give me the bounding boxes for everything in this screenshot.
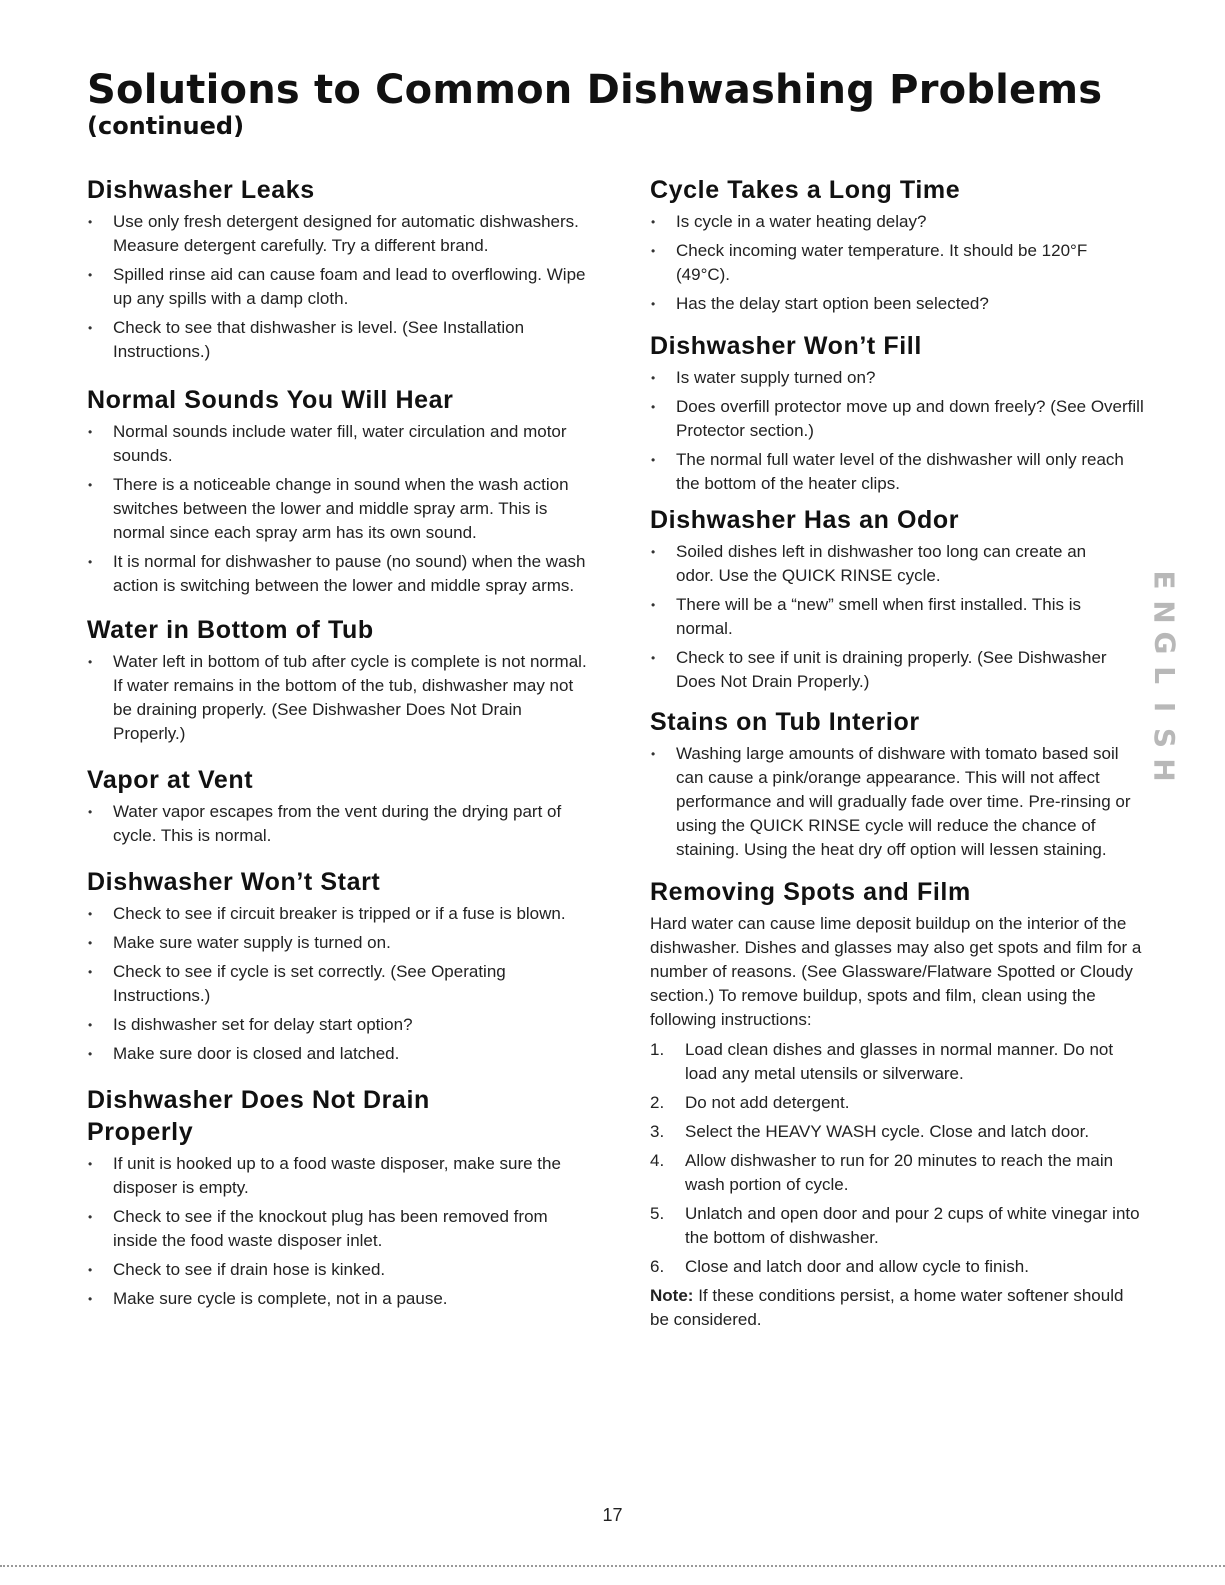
bullet-list bbox=[650, 366, 1145, 496]
list-item: • Use only fresh detergent designed for automatic dishwashers. Measure detergent carefully. Try a different brand. bbox=[87, 210, 592, 258]
section-normal-sounds bbox=[87, 384, 592, 598]
section-heading: Dishwasher Has an Odor bbox=[650, 506, 960, 534]
note-text: If these conditions persist, a home water softener should be considered. bbox=[650, 1286, 1124, 1329]
step-item bbox=[650, 1149, 1145, 1197]
page-number: 17 bbox=[602, 1505, 623, 1525]
list-item: • Water left in bottom of tub after cycle is complete is not normal. If water remains in the bottom of the tub, dishwasher may not be draining properly. (See Dishwasher Does Not Drain Properly.) bbox=[87, 650, 592, 746]
right-column bbox=[650, 174, 1145, 1332]
side-tab-letter: I bbox=[1147, 701, 1181, 712]
section-heading: Removing Spots and Film bbox=[650, 878, 971, 906]
page-title: Solutions to Common Dishwashing Problems bbox=[87, 67, 1103, 113]
list-item: • Check to see if the knockout plug has been removed from inside the food waste disposer inlet. bbox=[87, 1205, 592, 1253]
section-cycle-long-time bbox=[650, 174, 1145, 316]
list-item: • Check incoming water temperature. It should be 120°F (49°C). bbox=[650, 239, 1145, 287]
section-spots-film bbox=[650, 876, 1145, 1332]
bullet-list bbox=[650, 210, 1145, 316]
step-text: Unlatch and open door and pour 2 cups of white vinegar into the bottom of dishwasher. bbox=[685, 1204, 1140, 1247]
note-label: Note: bbox=[650, 1286, 694, 1305]
section-water-in-bottom bbox=[87, 614, 592, 746]
left-column bbox=[87, 174, 592, 1316]
step-item bbox=[650, 1255, 1145, 1279]
side-tab-letter: E bbox=[1147, 570, 1181, 590]
section-heading: Normal Sounds You Will Hear bbox=[87, 386, 454, 414]
step-item bbox=[650, 1202, 1145, 1250]
step-number: 5. bbox=[650, 1204, 665, 1223]
section-has-odor bbox=[650, 504, 1145, 694]
list-item: • Check to see that dishwasher is level. (See Installation Instructions.) bbox=[87, 316, 592, 364]
side-tab-letter: S bbox=[1147, 728, 1181, 749]
step-item bbox=[650, 1120, 1145, 1144]
list-item: • Is cycle in a water heating delay? bbox=[650, 210, 1145, 234]
list-item: • Washing large amounts of dishware with tomato based soil can cause a pink/orange appearance. This will not affect performance and will gradually fade over time. Pre-rinsing or using the QUICK RINSE cycle will reduce the chance of staining. Using the heat dry off option will lessen staining. bbox=[650, 742, 1145, 862]
list-item: • Is water supply turned on? bbox=[650, 366, 1145, 390]
step-number: 6. bbox=[650, 1257, 665, 1276]
list-item: • If unit is hooked up to a food waste disposer, make sure the disposer is empty. bbox=[87, 1152, 592, 1200]
section-wont-start bbox=[87, 866, 592, 1066]
list-item: • Does overfill protector move up and down freely? (See Overfill Protector section.) bbox=[650, 395, 1145, 443]
bullet-list bbox=[87, 1152, 592, 1311]
list-item: • Spilled rinse aid can cause foam and lead to overflowing. Wipe up any spills with a damp cloth. bbox=[87, 263, 592, 311]
list-item: • Check to see if circuit breaker is tripped or if a fuse is blown. bbox=[87, 902, 592, 926]
step-text: Allow dishwasher to run for 20 minutes to reach the main wash portion of cycle. bbox=[685, 1151, 1114, 1194]
step-number: 4. bbox=[650, 1151, 665, 1170]
bullet-list bbox=[650, 742, 1145, 862]
page-subtitle: (continued) bbox=[87, 112, 245, 140]
list-item: • There is a noticeable change in sound when the wash action switches between the lower and middle spray arm. This is normal since each spray arm has its own sound. bbox=[87, 473, 592, 545]
list-item: • It is normal for dishwasher to pause (no sound) when the wash action is switching between the lower and middle spray arms. bbox=[87, 550, 592, 598]
list-item: • Make sure cycle is complete, not in a pause. bbox=[87, 1287, 592, 1311]
step-text: Do not add detergent. bbox=[685, 1093, 850, 1112]
note-paragraph bbox=[650, 1284, 1145, 1332]
list-item: • There will be a “new” smell when first installed. This is normal. bbox=[650, 593, 1120, 641]
section-heading: Vapor at Vent bbox=[87, 766, 254, 794]
side-tab-letter: H bbox=[1148, 758, 1181, 782]
step-number: 2. bbox=[650, 1093, 665, 1112]
section-dishwasher-leaks bbox=[87, 174, 592, 364]
section-heading: Dishwasher Won’t Fill bbox=[650, 332, 922, 360]
section-heading: Water in Bottom of Tub bbox=[87, 616, 374, 644]
section-stains-tub bbox=[650, 706, 1145, 862]
side-tab-letter: N bbox=[1148, 599, 1181, 624]
list-item: • Is dishwasher set for delay start option? bbox=[87, 1013, 592, 1037]
list-item: • Check to see if cycle is set correctly. (See Operating Instructions.) bbox=[87, 960, 592, 1008]
list-item: • Check to see if unit is draining properly. (See Dishwasher Does Not Drain Properly.) bbox=[650, 646, 1120, 694]
section-heading: Cycle Takes a Long Time bbox=[650, 176, 961, 204]
bullet-list bbox=[87, 210, 592, 364]
step-text: Close and latch door and allow cycle to finish. bbox=[685, 1257, 1029, 1276]
section-heading: Stains on Tub Interior bbox=[650, 708, 920, 736]
steps-list bbox=[650, 1038, 1145, 1279]
side-tab-letter: L bbox=[1148, 666, 1181, 684]
list-item: • Make sure door is closed and latched. bbox=[87, 1042, 592, 1066]
step-item bbox=[650, 1091, 1145, 1115]
list-item: • Make sure water supply is turned on. bbox=[87, 931, 592, 955]
list-item: • Soiled dishes left in dishwasher too long can create an odor. Use the QUICK RINSE cycle. bbox=[650, 540, 1120, 588]
section-vapor-at-vent bbox=[87, 764, 592, 848]
step-number: 1. bbox=[650, 1040, 665, 1059]
list-item: • Water vapor escapes from the vent during the drying part of cycle. This is normal. bbox=[87, 800, 592, 848]
bullet-list bbox=[87, 650, 592, 746]
section-heading: Dishwasher Won’t Start bbox=[87, 868, 381, 896]
bullet-list bbox=[650, 540, 1120, 694]
section-does-not-drain bbox=[87, 1084, 592, 1311]
side-tab-letter: G bbox=[1147, 631, 1181, 655]
intro-paragraph: Hard water can cause lime deposit buildup on the interior of the dishwasher. Dishes and glasses may also get spots and film for a number of reasons. (See Glassware/Flatware Spotted or Cloudy section.) To remove buildup, spots and film, clean using the following instructions: bbox=[650, 914, 1142, 1029]
language-side-tab bbox=[1142, 566, 1186, 784]
section-heading: Dishwasher Leaks bbox=[87, 176, 315, 204]
section-heading: Dishwasher Does Not Drain Properly bbox=[87, 1086, 430, 1146]
bullet-list bbox=[87, 902, 592, 1066]
step-text: Load clean dishes and glasses in normal manner. Do not load any metal utensils or silverware. bbox=[685, 1040, 1114, 1083]
list-item: • Check to see if drain hose is kinked. bbox=[87, 1258, 592, 1282]
step-text: Select the HEAVY WASH cycle. Close and latch door. bbox=[685, 1122, 1090, 1141]
list-item: • The normal full water level of the dishwasher will only reach the bottom of the heater clips. bbox=[650, 448, 1145, 496]
bottom-divider bbox=[0, 1565, 1225, 1567]
list-item: • Normal sounds include water fill, water circulation and motor sounds. bbox=[87, 420, 592, 468]
bullet-list bbox=[87, 800, 592, 848]
section-wont-fill bbox=[650, 330, 1145, 496]
step-number: 3. bbox=[650, 1122, 665, 1141]
step-item bbox=[650, 1038, 1145, 1086]
bullet-list bbox=[87, 420, 592, 598]
list-item: • Has the delay start option been selected? bbox=[650, 292, 1145, 316]
